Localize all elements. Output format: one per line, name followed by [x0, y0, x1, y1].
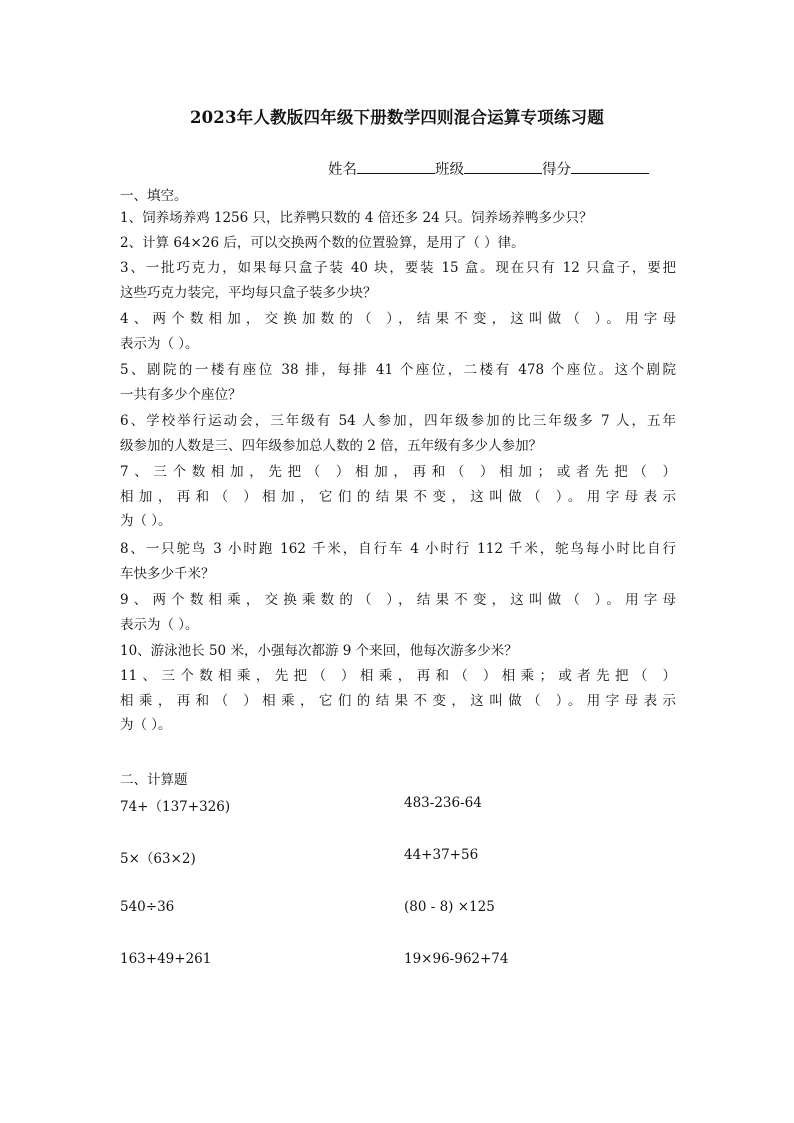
question-line: 表示为（ ）。 [120, 616, 199, 633]
question-1 [120, 206, 676, 231]
question-line: 7、三个数相加，先把（ ）相加，再和（ ）相加；或者先把（ ） [120, 464, 676, 480]
class-blank[interactable] [464, 159, 542, 174]
question-2 [120, 231, 676, 256]
class-label: 班级 [435, 162, 464, 178]
question-line: 一共有多少个座位？ [120, 386, 242, 403]
question-line: 为（ ）。 [120, 513, 172, 529]
question-10 [120, 639, 676, 664]
question-line: 6、学校举行运动会，三年级有 54 人参加，四年级参加的比三年级多 7 人，五年 [120, 413, 676, 429]
name-label: 姓名 [328, 162, 357, 178]
question-6 [120, 409, 676, 458]
question-line: 3、一批巧克力，如果每只盒子装 40 块，要装 15 盒。现在只有 12 只盒子，要把 [120, 260, 676, 276]
page-title: 2023年人教版四年级下册数学四则混合运算专项练习题 [189, 108, 605, 127]
calc-expression: 163+49+261 [120, 951, 212, 967]
calc-expression: 19×96-962+74 [404, 951, 509, 967]
question-line: 5、剧院的一楼有座位 38 排，每排 41 个座位，二楼有 478 个座位。这个剧院 [120, 362, 676, 378]
calc-expression: 483-236-64 [404, 795, 482, 811]
question-line: 11、三个数相乘，先把（ ）相乘，再和（ ）相乘；或者先把（ ） [120, 668, 676, 684]
question-line: 车快多少千米？ [120, 565, 215, 582]
question-line: 2、计算 64×26 后，可以交换两个数的位置验算，是用了（ ）律。 [120, 235, 525, 251]
section-2-heading: 二、计算题 [120, 772, 188, 788]
question-line: 1、饲养场养鸡 1256 只，比养鸭只数的 4 倍还多 24 只。饲养场养鸭多少只？ [120, 210, 593, 226]
question-line: 4、两个数相加，交换加数的（ ），结果不变，这叫做（ ）。用字母 [120, 311, 676, 327]
section-1-heading: 一、填空。 [120, 188, 188, 204]
question-11 [120, 664, 676, 738]
question-5 [120, 358, 676, 407]
question-4 [120, 307, 676, 356]
question-9 [120, 588, 676, 637]
calc-expression: 74+（137+326) [120, 799, 231, 815]
question-line: 为（ ）。 [120, 717, 172, 733]
calc-expression: 540÷36 [120, 899, 175, 915]
name-blank[interactable] [357, 159, 435, 174]
question-line: 级参加的人数是三、四年级参加总人数的 2 倍，五年级有多少人参加？ [120, 437, 543, 454]
question-line: 这些巧克力装完，平均每只盒子装多少块？ [120, 284, 377, 301]
question-line: 9、两个数相乘，交换乘数的（ ），结果不变，这叫做（ ）。用字母 [120, 592, 676, 608]
question-line: 表示为（ ）。 [120, 335, 199, 352]
question-7 [120, 460, 676, 534]
question-8 [120, 537, 676, 586]
score-blank[interactable] [571, 159, 649, 174]
question-line: 8、一只鸵鸟 3 小时跑 162 千米，自行车 4 小时行 112 千米，鸵鸟每小时比自行 [120, 541, 676, 557]
student-info-line [328, 158, 649, 179]
question-line: 相加，再和（ ）相加，它们的结果不变，这叫做（ ）。用字母表示 [120, 488, 676, 505]
calc-expression: 44+37+56 [404, 847, 479, 863]
question-line: 相乘，再和（ ）相乘，它们的结果不变，这叫做（ ）。用字母表示 [120, 692, 676, 709]
question-3 [120, 256, 676, 305]
calc-expression: 5×（63×2) [120, 851, 196, 867]
question-line: 10、游泳池长 50 米，小强每次都游 9 个来回，他每次游多少米？ [120, 643, 518, 659]
score-label: 得分 [542, 162, 571, 178]
calc-expression: (80 - 8) ×125 [404, 899, 495, 915]
